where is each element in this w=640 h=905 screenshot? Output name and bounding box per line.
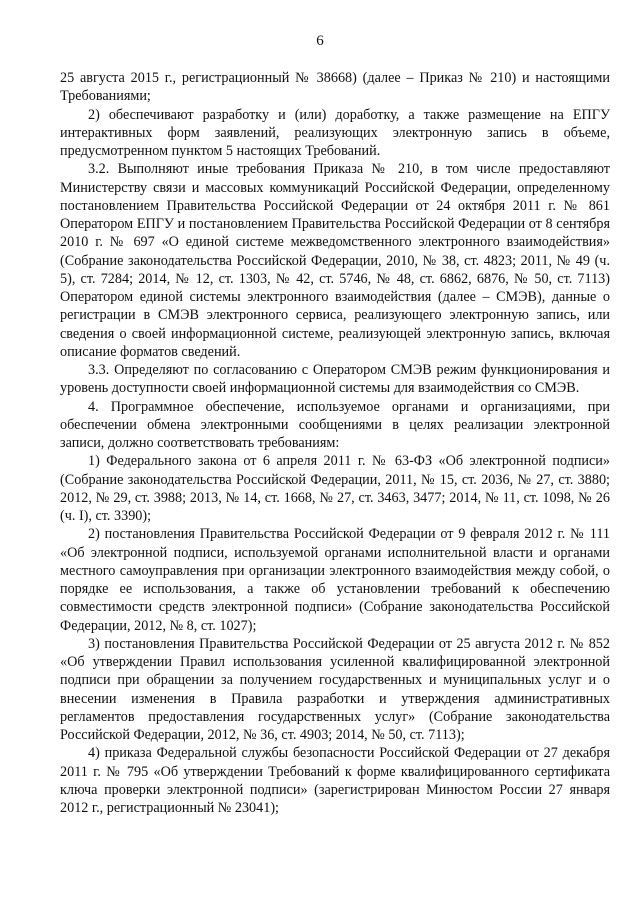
- paragraph-3-2: 3.2. Выполняют иные требования Приказа № 210, в том числе предоставляют Министерству связи и массовых коммуникаций Российской Федерации, определенному постановлением Правительства Российской Федерации от 24 октября 2011 г. № 861 Оператором ЕПГУ и постановлением Правительства Российской Федерации от 8 сентября 2010 г. № 697 «О единой системе межведомственного электронного взаимодействия» (Собрание законодательства Российской Федерации, 2010, № 38, ст. 4823; 2011, № 49 (ч. 5), ст. 7284; 2014, № 12, ст. 1303, № 42, ст. 5746, № 48, ст. 6862, 6876, № 50, ст. 7113) Оператором единой системы электронного взаимодействия (далее – СМЭВ), данные о регистрации в СМЭВ электронного сервиса, реализующего электронную запись, или сведения о своей информационной системе, реализующей электронную запись, включая описание форматов сведений.: [60, 161, 610, 360]
- paragraph-continuation: 25 августа 2015 г., регистрационный № 38668) (далее – Приказ № 210) и настоящими Требованиями;: [60, 70, 610, 105]
- paragraph-4-item-2: 2) постановления Правительства Российской Федерации от 9 февраля 2012 г. № 111 «Об электронной подписи, используемой органами исполнительной власти и органами местного самоуправления при организации электронного взаимодействия между собой, о порядке ее использования, а также об установлении требований к обеспечению совместимости средств электронной подписи» (Собрание законодательства Российской Федерации, 2012, № 8, ст. 1027);: [60, 526, 610, 634]
- paragraph-4-item-1: 1) Федерального закона от 6 апреля 2011 г. № 63-ФЗ «Об электронной подписи» (Собрание законодательства Российской Федерации, 2011, № 15, ст. 2036, № 27, ст. 3880; 2012, № 29, ст. 3988; 2013, № 14, ст. 1668, № 27, ст. 3463, 3477; 2014, № 11, ст. 1098, № 26 (ч. I), ст. 3390);: [60, 453, 610, 524]
- paragraph-4-item-3: 3) постановления Правительства Российской Федерации от 25 августа 2012 г. № 852 «Об утверждении Правил использования усиленной квалифицированной электронной подписи при обращении за получением государственных и муниципальных услуг и о внесении изменения в Правила разработки и утверждения административных регламентов предоставления государственных услуг» (Собрание законодательства Российской Федерации, 2012, № 36, ст. 4903; 2014, № 50, ст. 7113);: [60, 635, 610, 743]
- page-number: 6: [316, 33, 324, 49]
- paragraph-3-3: 3.3. Определяют по согласованию с Оператором СМЭВ режим функционирования и уровень доступности своей информационной системы для взаимодействия со СМЭВ.: [60, 362, 610, 397]
- document-body: [60, 69, 610, 817]
- paragraph-4-item-4: 4) приказа Федеральной службы безопасности Российской Федерации от 27 декабря 2011 г. № 795 «Об утверждении Требований к форме квалифицированного сертификата ключа проверки электронной подписи» (зарегистрирован Минюстом России 27 января 2012 г., регистрационный № 23041);: [60, 745, 610, 816]
- paragraph-item-2-epgu-forms: 2) обеспечивают разработку и (или) доработку, а также размещение на ЕПГУ интерактивных форм заявлений, реализующих электронную запись в объеме, предусмотренном пунктом 5 настоящих Требований.: [60, 106, 610, 159]
- paragraph-4: 4. Программное обеспечение, используемое органами и организациями, при обеспечении обмена электронными сообщениями в целях реализации электронной записи, должно соответствовать требованиям:: [60, 398, 610, 451]
